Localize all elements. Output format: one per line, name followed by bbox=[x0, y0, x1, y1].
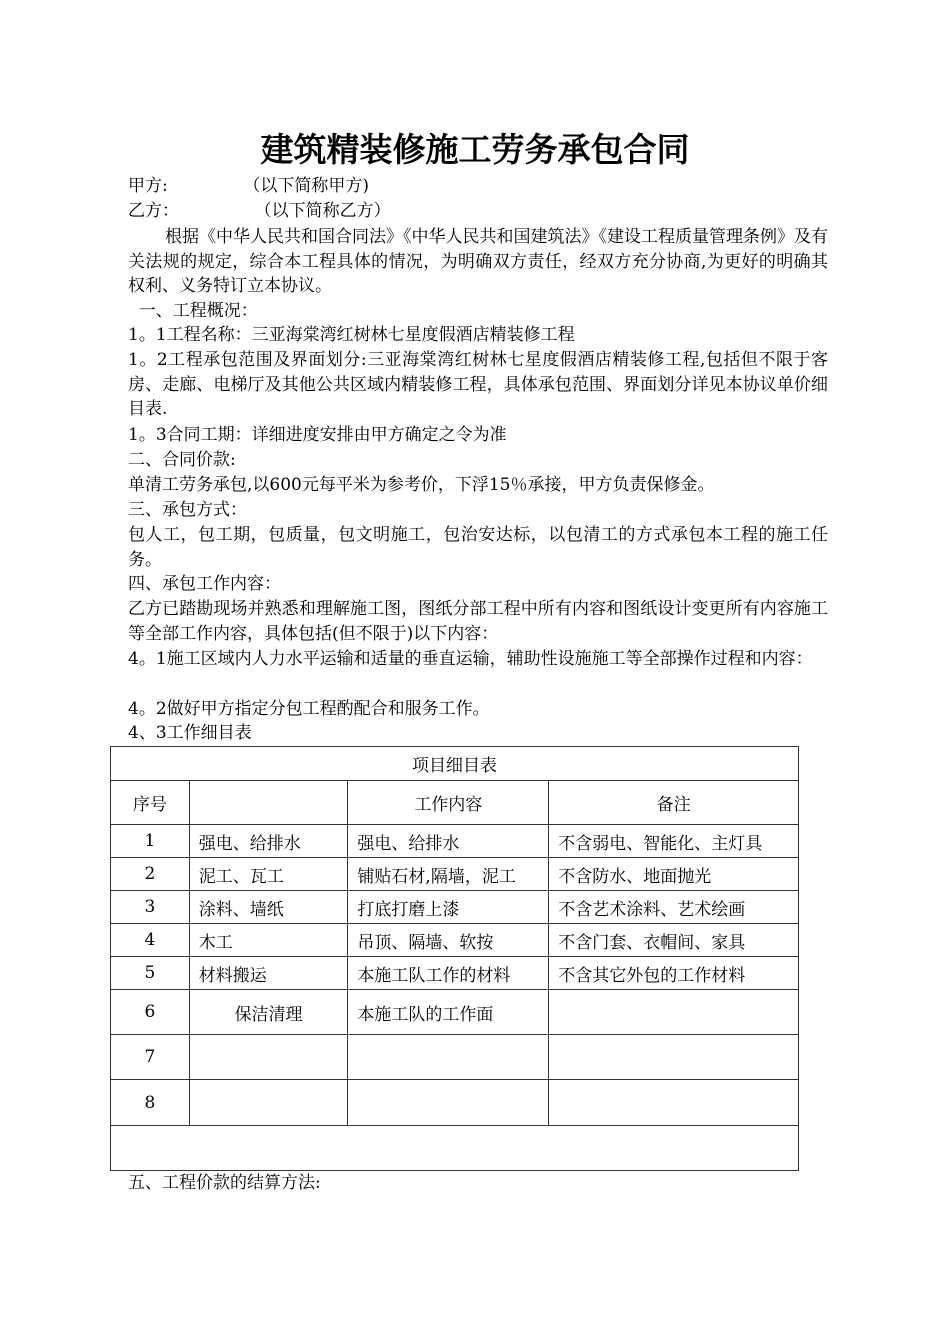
row-remarks bbox=[549, 1080, 799, 1126]
row-no: 1 bbox=[111, 825, 190, 858]
row-no: 2 bbox=[111, 858, 190, 891]
row-content bbox=[348, 1080, 549, 1126]
header-category bbox=[189, 781, 348, 825]
section-4-heading: 四、承包工作内容： bbox=[128, 574, 281, 594]
row-remarks: 不含弱电、智能化、主灯具 bbox=[549, 825, 799, 858]
row-category: 保洁清理 bbox=[189, 990, 348, 1035]
row-no: 5 bbox=[111, 957, 190, 990]
row-no: 3 bbox=[111, 891, 190, 924]
table-caption-row bbox=[111, 747, 799, 781]
row-remarks: 不含门套、衣帽间、家具 bbox=[549, 924, 799, 957]
table-footer-row bbox=[111, 1126, 799, 1171]
row-content: 本施工队的工作面 bbox=[348, 990, 549, 1035]
row-remarks: 不含艺术涂料、艺术绘画 bbox=[549, 891, 799, 924]
row-category: 材料搬运 bbox=[189, 957, 348, 990]
clause-4-1: 4。1施工区域内人力水平运输和适量的垂直运输，辅助性设施施工等全部操作过程和内容： bbox=[128, 649, 813, 669]
clause-1-1: 1。1工程名称：三亚海棠湾红树林七星度假酒店精装修工程 bbox=[128, 325, 575, 345]
table-row bbox=[111, 891, 799, 924]
table-row bbox=[111, 924, 799, 957]
row-remarks bbox=[549, 990, 799, 1035]
section-4-body: 乙方已踏勘现场并熟悉和理解施工图，图纸分部工程中所有内容和图纸设计变更所有内容施工等全部工作内容，具体包括(但不限于)以下内容： bbox=[128, 599, 828, 644]
row-category: 涂料、墙纸 bbox=[189, 891, 348, 924]
row-category: 泥工、瓦工 bbox=[189, 858, 348, 891]
section-2-heading: 二、合同价款: bbox=[128, 450, 236, 470]
section-2-body: 单清工劳务承包,以600元每平米为参考价，下浮15％承接，甲方负责保修金。 bbox=[128, 475, 715, 495]
header-content: 工作内容 bbox=[348, 781, 549, 825]
table-row bbox=[111, 1080, 799, 1126]
clause-1-3: 1。3合同工期：详细进度安排由甲方确定之令为准 bbox=[128, 425, 507, 445]
party-b-line: 乙方： （以下简称乙方） bbox=[128, 201, 391, 221]
row-content: 吊顶、隔墙、软按 bbox=[348, 924, 549, 957]
preamble-paragraph: 根据《中华人民共和国合同法》《中华人民共和国建筑法》《建设工程质量管理条例》及有关法规的规定，综合本工程具体的情况，为明确双方责任，经双方充分协商,为更好的明确其权利、义务特订立本协议。 bbox=[128, 227, 828, 296]
section-3-heading: 三、承包方式： bbox=[128, 500, 247, 520]
clause-4-3: 4、3工作细目表 bbox=[128, 723, 252, 743]
section-5-heading: 五、工程价款的结算方法: bbox=[128, 1173, 321, 1193]
header-remarks: 备注 bbox=[549, 781, 799, 825]
work-items-table bbox=[110, 746, 799, 1171]
row-content: 铺贴石材,隔墙，泥工 bbox=[348, 858, 549, 891]
clause-1-2: 1。2工程承包范围及界面划分:三亚海棠湾红树林七星度假酒店精装修工程,包括但不限于客房、走廊、电梯厅及其他公共区域内精装修工程，具体承包范围、界面划分详见本协议单价细目表. bbox=[128, 350, 828, 419]
table-row bbox=[111, 825, 799, 858]
row-content: 强电、给排水 bbox=[348, 825, 549, 858]
table-row bbox=[111, 990, 799, 1035]
table-caption: 项目细目表 bbox=[111, 747, 799, 781]
row-category: 木工 bbox=[189, 924, 348, 957]
row-no: 7 bbox=[111, 1035, 190, 1080]
table-row bbox=[111, 858, 799, 891]
row-no: 4 bbox=[111, 924, 190, 957]
row-content: 打底打磨上漆 bbox=[348, 891, 549, 924]
row-category bbox=[189, 1035, 348, 1080]
row-content bbox=[348, 1035, 549, 1080]
table-row bbox=[111, 957, 799, 990]
row-category: 强电、给排水 bbox=[189, 825, 348, 858]
section-1-heading: 一、工程概况： bbox=[128, 301, 258, 321]
row-no: 6 bbox=[111, 990, 190, 1035]
header-no: 序号 bbox=[111, 781, 190, 825]
row-content: 本施工队工作的材料 bbox=[348, 957, 549, 990]
document-title: 建筑精装修施工劳务承包合同 bbox=[260, 130, 690, 169]
party-a-line: 甲方: （以下简称甲方) bbox=[128, 176, 370, 196]
row-remarks: 不含防水、地面抛光 bbox=[549, 858, 799, 891]
row-no: 8 bbox=[111, 1080, 190, 1126]
row-remarks bbox=[549, 1035, 799, 1080]
row-category bbox=[189, 1080, 348, 1126]
table-header-row bbox=[111, 781, 799, 825]
section-3-body: 包人工，包工期，包质量，包文明施工，包治安达标，以包清工的方式承包本工程的施工任务。 bbox=[128, 525, 828, 570]
clause-4-2: 4。2做好甲方指定分包工程酌配合和服务工作。 bbox=[128, 699, 490, 719]
table-footer-cell bbox=[111, 1126, 799, 1171]
row-remarks: 不含其它外包的工作材料 bbox=[549, 957, 799, 990]
table-row bbox=[111, 1035, 799, 1080]
